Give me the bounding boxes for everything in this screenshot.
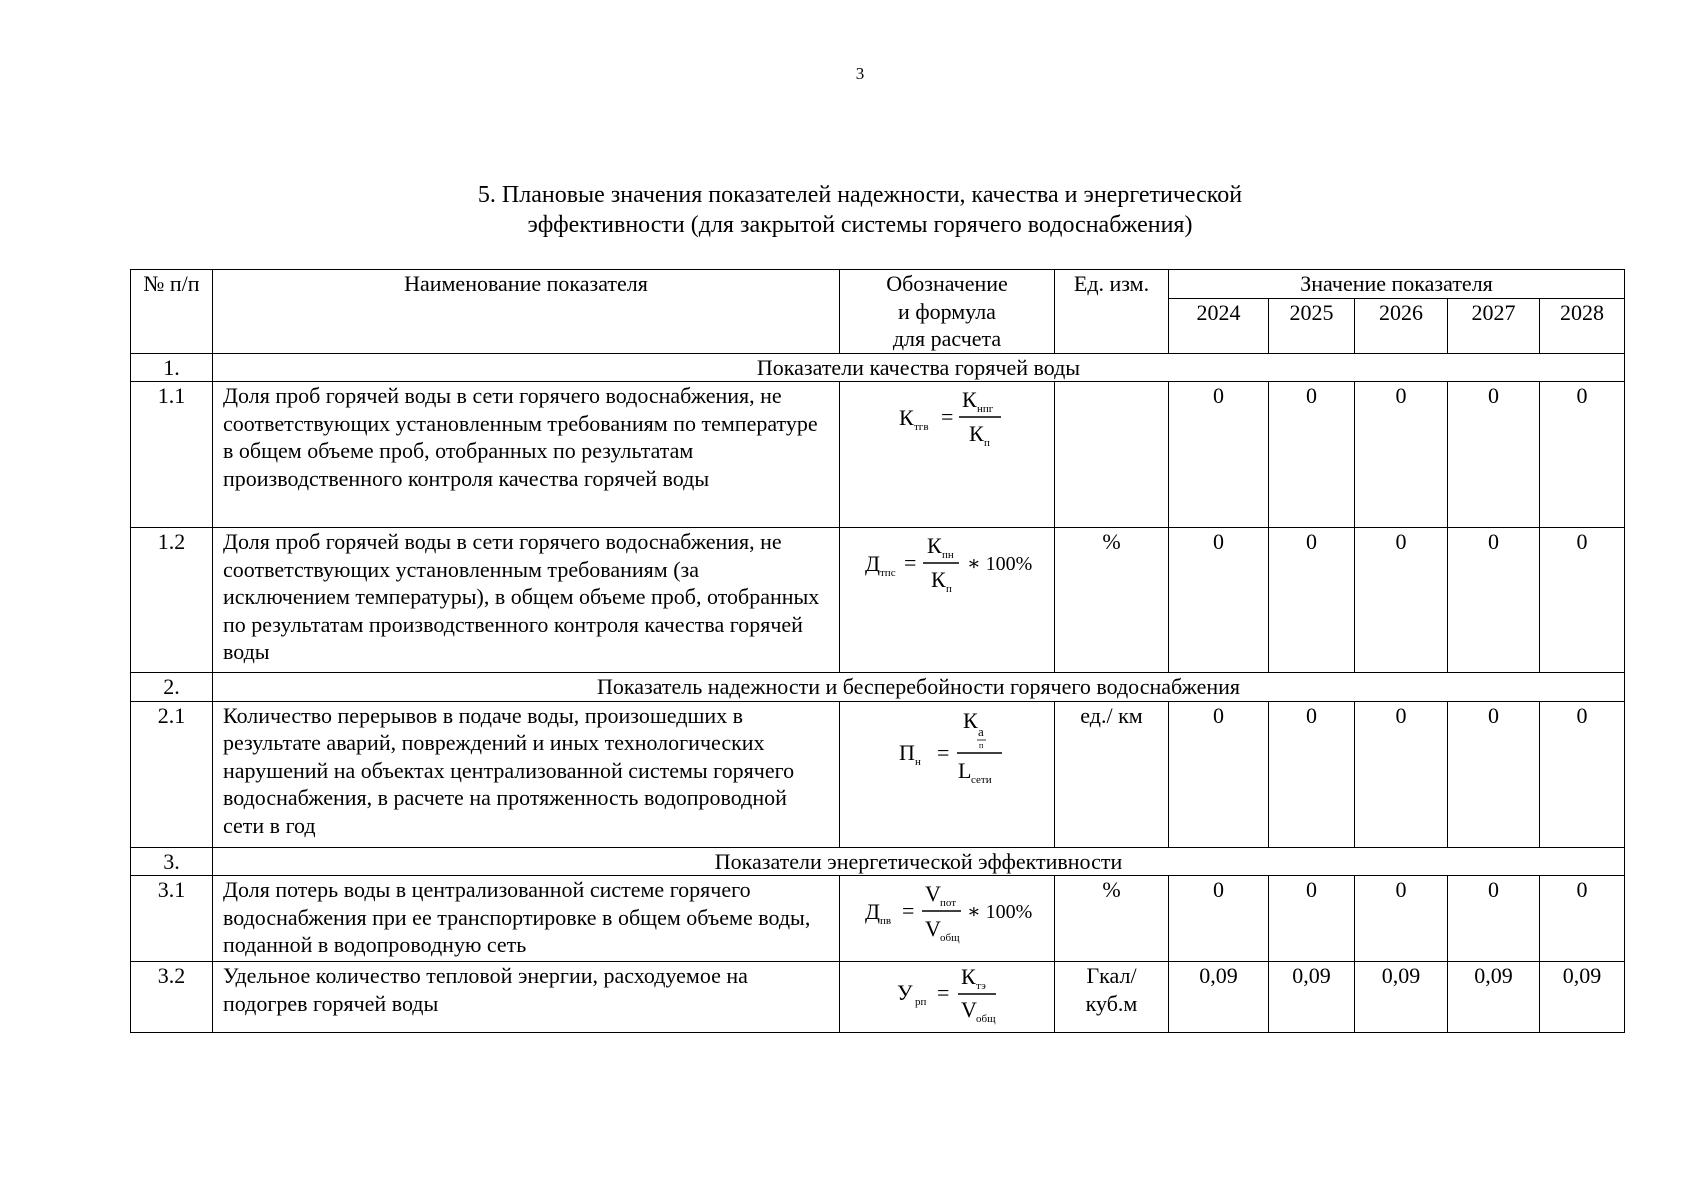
formula-p-n bbox=[847, 704, 1047, 800]
row-num: 3.1 bbox=[131, 876, 213, 962]
row-unit bbox=[1055, 962, 1169, 1033]
formula-d-pv bbox=[847, 878, 1047, 954]
row-name: Доля проб горячей воды в сети горячего водоснабжения, не соответствующих установленным требованиям (за исключением температуры), в общем объеме проб, отобранных по результатам производственного контроля качества горячей воды bbox=[213, 528, 840, 673]
formula-lhs-sub: тпс bbox=[880, 567, 896, 579]
value-cell: 0 bbox=[1355, 382, 1448, 528]
page-title bbox=[0, 180, 1693, 240]
row-num: 1.1 bbox=[131, 382, 213, 528]
formula-den-sub: общ bbox=[940, 932, 960, 944]
row-unit: % bbox=[1055, 876, 1169, 962]
value-cell: 0 bbox=[1169, 528, 1269, 673]
row-formula bbox=[840, 382, 1055, 528]
formula-den-sub: п bbox=[946, 583, 952, 595]
value-cell: 0 bbox=[1540, 701, 1625, 847]
formula-den: V bbox=[961, 997, 977, 1022]
formula-equals: = bbox=[941, 404, 954, 429]
formula-lhs-sub: тгв bbox=[914, 421, 929, 433]
value-cell: 0,09 bbox=[1448, 962, 1540, 1033]
formula-lhs: К bbox=[899, 405, 914, 430]
formula-den: К bbox=[969, 421, 984, 446]
formula-num-sub: нпг bbox=[977, 403, 994, 415]
header-formula-line-3: для расчета bbox=[892, 326, 1002, 351]
header-values-group: Значение показателя bbox=[1169, 270, 1625, 299]
formula-den: V bbox=[925, 916, 941, 941]
header-unit: Ед. изм. bbox=[1055, 270, 1169, 354]
section-title: Показатели качества горячей воды bbox=[213, 353, 1625, 382]
row-num: 3.2 bbox=[131, 962, 213, 1033]
section-title: Показатели энергетической эффективности bbox=[213, 847, 1625, 876]
section-num: 1. bbox=[131, 353, 213, 382]
formula-num: V bbox=[925, 881, 941, 906]
formula-lhs-sub: пв bbox=[880, 915, 892, 927]
formula-lhs-sub: рп bbox=[915, 996, 927, 1008]
value-cell: 0 bbox=[1169, 701, 1269, 847]
formula-num: К bbox=[927, 533, 942, 558]
header-year: 2027 bbox=[1448, 298, 1540, 353]
value-cell: 0 bbox=[1448, 701, 1540, 847]
header-formula bbox=[840, 270, 1055, 354]
formula-den: L bbox=[958, 757, 972, 783]
value-cell: 0 bbox=[1169, 876, 1269, 962]
formula-den-sub: п bbox=[984, 437, 990, 449]
formula-num-sub: тэ bbox=[976, 980, 986, 992]
formula-num: К bbox=[963, 707, 978, 733]
formula-tail: ∗ 100% bbox=[967, 901, 1033, 923]
row-name: Доля потерь воды в централизованной системе горячего водоснабжения при ее транспортировке в общем объеме воды, поданной в водопроводную сеть bbox=[213, 876, 840, 962]
formula-lhs: У bbox=[897, 980, 913, 1005]
value-cell: 0 bbox=[1448, 876, 1540, 962]
title-line-2: эффективности (для закрытой системы горячего водоснабжения) bbox=[527, 212, 1193, 238]
section-row bbox=[131, 673, 1625, 702]
section-row bbox=[131, 847, 1625, 876]
row-unit-line-2: куб.м bbox=[1085, 990, 1138, 1016]
row-name: Количество перерывов в подаче воды, произошедших в результате аварий, повреждений и иных технологических нарушений на объектах централизованной системы горячего водоснабжения, в расчете на протяженность водопроводной сети в год bbox=[213, 701, 840, 847]
value-cell: 0 bbox=[1269, 876, 1355, 962]
formula-den-sub: сети bbox=[971, 773, 992, 786]
row-name: Доля проб горячей воды в сети горячего водоснабжения, не соответствующих установленным требованиям по температуре в общем объеме проб, отобранных по результатам производственного контроля качества горячей воды bbox=[213, 382, 840, 528]
header-name: Наименование показателя bbox=[213, 270, 840, 354]
header-num: № п/п bbox=[131, 270, 213, 354]
header-year: 2024 bbox=[1169, 298, 1269, 353]
formula-lhs: Д bbox=[865, 551, 881, 576]
row-unit-line-1: Гкал/ bbox=[1086, 963, 1137, 988]
formula-lhs: П bbox=[899, 739, 915, 765]
formula-num: К bbox=[962, 387, 977, 412]
value-cell: 0 bbox=[1355, 701, 1448, 847]
value-cell: 0 bbox=[1448, 528, 1540, 673]
row-unit bbox=[1055, 382, 1169, 528]
value-cell: 0 bbox=[1269, 528, 1355, 673]
value-cell: 0 bbox=[1169, 382, 1269, 528]
table-row bbox=[131, 962, 1625, 1033]
header-year: 2026 bbox=[1355, 298, 1448, 353]
formula-equals: = bbox=[937, 739, 950, 765]
formula-equals: = bbox=[904, 550, 917, 575]
row-num: 2.1 bbox=[131, 701, 213, 847]
value-cell: 0 bbox=[1355, 876, 1448, 962]
formula-equals: = bbox=[902, 898, 915, 923]
row-formula bbox=[840, 962, 1055, 1033]
value-cell: 0,09 bbox=[1355, 962, 1448, 1033]
section-row bbox=[131, 353, 1625, 382]
formula-num-sub: а bbox=[978, 723, 984, 739]
table-row bbox=[131, 701, 1625, 847]
row-num: 1.2 bbox=[131, 528, 213, 673]
section-title: Показатель надежности и бесперебойности горячего водоснабжения bbox=[213, 673, 1625, 702]
section-num: 2. bbox=[131, 673, 213, 702]
table-row bbox=[131, 876, 1625, 962]
value-cell: 0 bbox=[1540, 876, 1625, 962]
row-name: Удельное количество тепловой энергии, расходуемое на подогрев горячей воды bbox=[213, 962, 840, 1033]
formula-den-sub: общ bbox=[976, 1013, 996, 1025]
row-formula bbox=[840, 876, 1055, 962]
formula-k-tgv bbox=[847, 384, 1047, 458]
value-cell: 0 bbox=[1540, 528, 1625, 673]
formula-lhs-sub: н bbox=[915, 755, 921, 768]
indicators-table bbox=[130, 269, 1625, 1033]
value-cell: 0,09 bbox=[1540, 962, 1625, 1033]
header-year: 2025 bbox=[1269, 298, 1355, 353]
value-cell: 0,09 bbox=[1269, 962, 1355, 1033]
formula-tail: ∗ 100% bbox=[967, 553, 1033, 575]
section-num: 3. bbox=[131, 847, 213, 876]
row-formula bbox=[840, 528, 1055, 673]
value-cell: 0 bbox=[1540, 382, 1625, 528]
formula-num-sub-denominator: п bbox=[979, 740, 984, 750]
value-cell: 0 bbox=[1269, 701, 1355, 847]
table-row bbox=[131, 382, 1625, 528]
formula-num-sub: пн bbox=[942, 549, 954, 561]
title-line-1: 5. Плановые значения показателей надежности, качества и энергетической bbox=[477, 182, 1243, 208]
value-cell: 0,09 bbox=[1169, 962, 1269, 1033]
value-cell: 0 bbox=[1448, 382, 1540, 528]
row-unit: ед./ км bbox=[1055, 701, 1169, 847]
header-formula-line-2: и формула bbox=[898, 298, 996, 324]
header-formula-line-1: Обозначение bbox=[886, 271, 1008, 296]
formula-lhs: Д bbox=[865, 899, 881, 924]
formula-num-sub: пот bbox=[940, 897, 957, 909]
formula-equals: = bbox=[937, 980, 950, 1005]
formula-u-rp bbox=[847, 964, 1047, 1030]
formula-den: К bbox=[931, 567, 946, 592]
table-row bbox=[131, 528, 1625, 673]
header-year: 2028 bbox=[1540, 298, 1625, 353]
formula-num: К bbox=[961, 964, 976, 989]
formula-d-tps bbox=[847, 530, 1047, 604]
row-formula bbox=[840, 701, 1055, 847]
value-cell: 0 bbox=[1269, 382, 1355, 528]
row-unit: % bbox=[1055, 528, 1169, 673]
value-cell: 0 bbox=[1355, 528, 1448, 673]
page-number: 3 bbox=[855, 64, 865, 83]
